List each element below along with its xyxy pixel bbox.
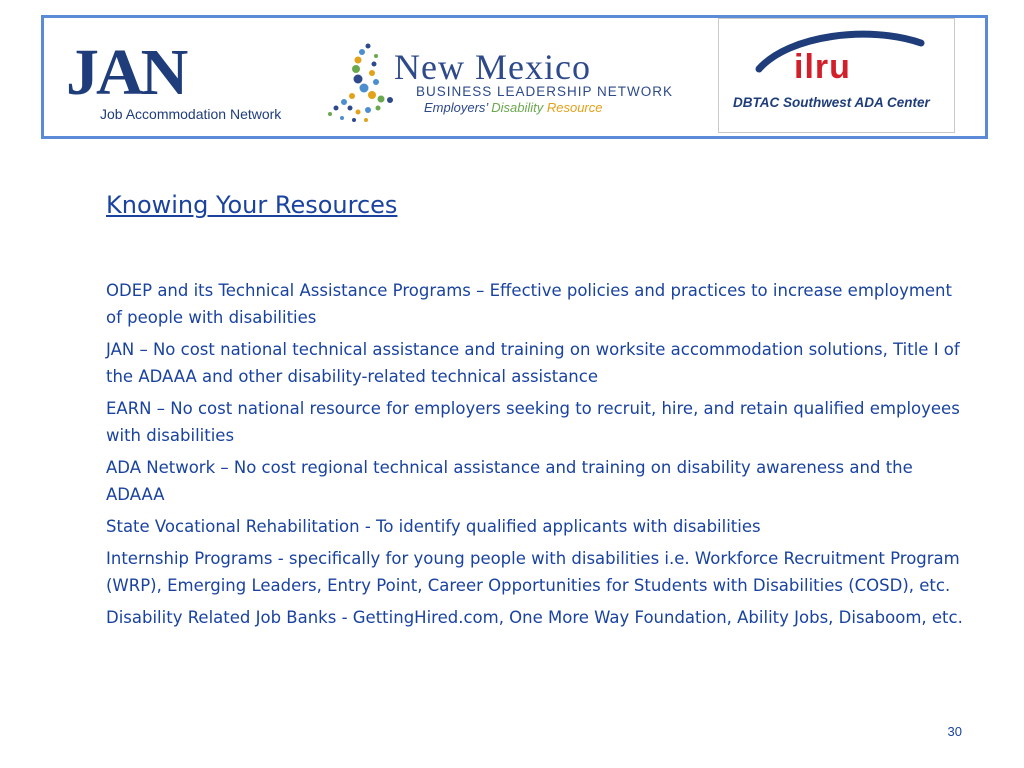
slide-title: Knowing Your Resources bbox=[106, 191, 398, 219]
nm-tagline-disability: Disability bbox=[491, 100, 544, 115]
nm-logo-tagline bbox=[424, 100, 602, 115]
list-item-vocational-rehab: State Vocational Rehabilitation - To identify qualified applicants with disabilities bbox=[106, 517, 761, 536]
jan-logo-wordmark: JAN bbox=[66, 36, 186, 109]
list-item-internship-programs: Internship Programs - specifically for young people with disabilities i.e. Workforce Recruitment Program (WRP), Emerging Leaders, Entry Point, Career Opportunities for Students with Disabilities (COSD), etc. bbox=[106, 549, 960, 595]
list-item-ada-network: ADA Network – No cost regional technical assistance and training on disability awareness and the ADAAA bbox=[106, 458, 913, 504]
ilru-logo-wordmark: ilru bbox=[794, 48, 851, 86]
jan-logo-subtitle: Job Accommodation Network bbox=[100, 106, 282, 122]
ilru-logo-subtitle: DBTAC Southwest ADA Center bbox=[733, 95, 930, 110]
page-number: 30 bbox=[947, 724, 962, 739]
ilru-logo bbox=[718, 18, 955, 133]
nm-logo-title: New Mexico bbox=[394, 47, 591, 87]
logo-banner bbox=[41, 15, 988, 139]
list-item-jan: JAN – No cost national technical assistance and training on worksite accommodation solutions, Title I of the ADAAA and other disability-related technical assistance bbox=[106, 340, 960, 386]
nm-tagline-employers: Employers’ bbox=[424, 100, 488, 115]
list-item-odep: ODEP and its Technical Assistance Programs – Effective policies and practices to increase employment of people with disabilities bbox=[106, 281, 952, 327]
list-item-earn: EARN – No cost national resource for employers seeking to recruit, hire, and retain qualified employees with disabilities bbox=[106, 399, 960, 445]
nm-tagline-resource: Resource bbox=[546, 100, 603, 115]
nm-logo-subtitle: BUSINESS LEADERSHIP NETWORK bbox=[416, 84, 674, 99]
resource-list bbox=[106, 277, 970, 636]
nm-bln-logo bbox=[322, 36, 702, 128]
list-item-job-banks: Disability Related Job Banks - GettingHired.com, One More Way Foundation, Ability Jobs, Disaboom, etc. bbox=[106, 608, 963, 627]
jan-logo bbox=[66, 36, 316, 126]
